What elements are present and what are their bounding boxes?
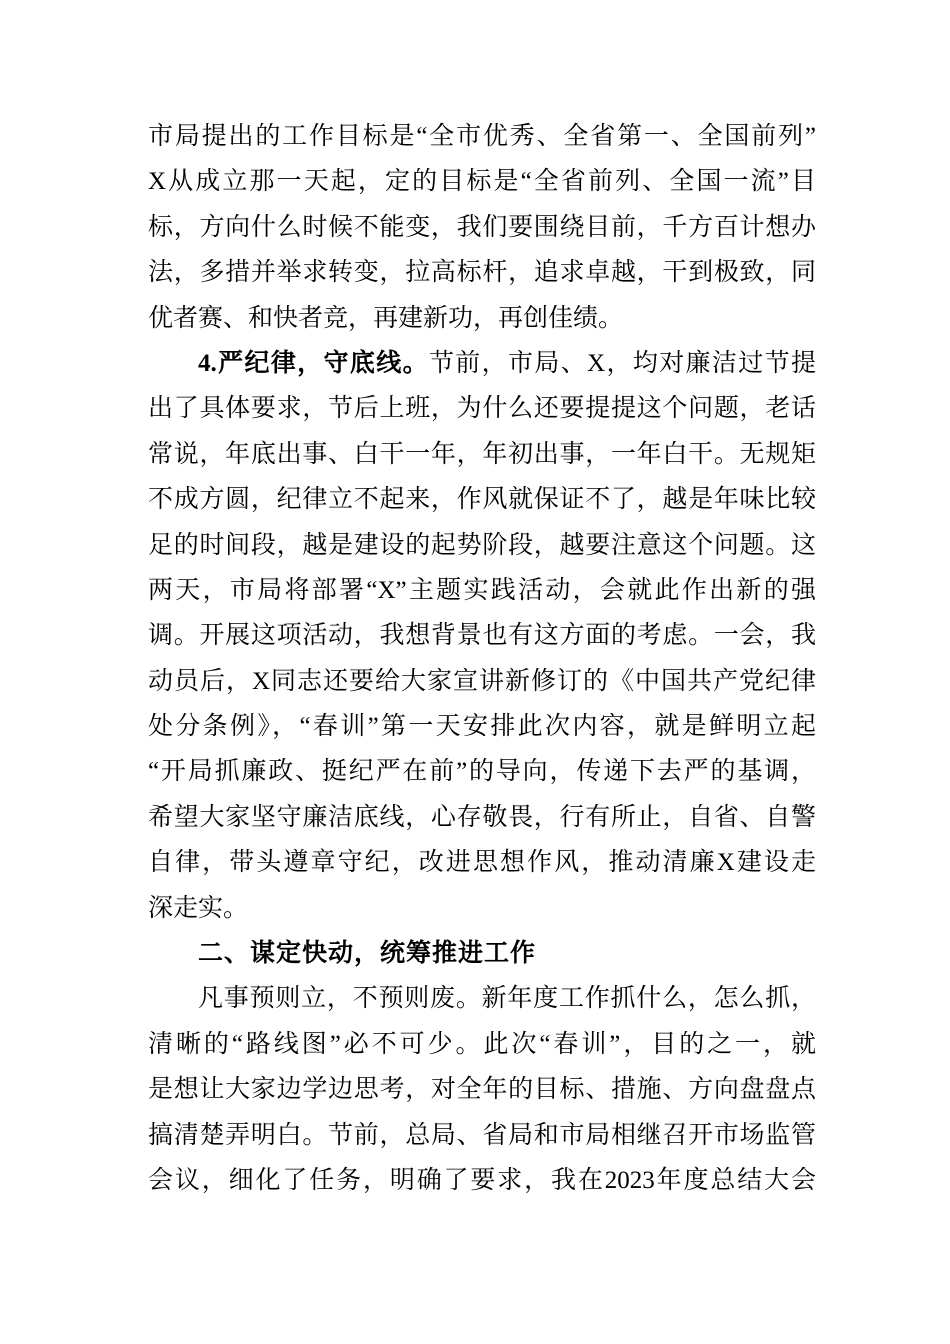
section-heading [148,931,816,976]
text-line [148,432,816,477]
text-line [148,114,816,159]
text-line [148,840,816,885]
text-run: 两天，市局将部署“X”主题实践活动，会就此作出新的强 [148,576,816,604]
bold-text-run: 4.严纪律，守底线。 [198,349,429,377]
text-line [148,1113,816,1158]
text-line [148,386,816,431]
text-run: 不成方圆，纪律立不起来，作风就保证不了，越是年味比较 [148,486,816,514]
text-run: 凡事预则立，不预则废。新年度工作抓什么，怎么抓， [198,985,816,1013]
text-line [148,1022,816,1067]
text-line [148,205,816,250]
text-run: 足的时间段，越是建设的起势阶段，越要注意这个问题。这 [148,531,816,559]
text-run: 处分条例》，“春训”第一天安排此次内容，就是鲜明立起 [148,713,816,741]
text-run: “开局抓廉政、挺纪严在前”的导向，传递下去严的基调， [148,758,816,786]
bold-text-run: 二、谋定快动，统筹推进工作 [198,939,537,968]
text-run: X从成立那一天起，定的目标是“全省前列、全国一流”目 [148,168,816,196]
text-line [148,341,816,386]
text-run: 动员后，X同志还要给大家宣讲新修订的《中国共产党纪律 [148,667,816,695]
text-run: 深走实。 [148,894,249,922]
text-line [148,250,816,295]
text-run: 希望大家坚守廉洁底线，心存敬畏，行有所止，自省、自警 [148,803,816,831]
text-line [148,568,816,613]
text-line [148,159,816,204]
text-line [148,523,816,568]
text-run: 常说，年底出事、白干一年，年初出事，一年白干。无规矩 [148,440,816,468]
text-run: 会议，细化了任务，明确了要求，我在2023年度总结大会 [148,1166,816,1194]
text-run: 市局提出的工作目标是“全市优秀、全省第一、全国前列” [148,123,816,150]
text-line [148,704,816,749]
text-run: 调。开展这项活动，我想背景也有这方面的考虑。一会，我 [148,622,816,650]
text-run: 自律，带头遵章守纪，改进思想作风，推动清廉X建设走 [148,849,816,877]
text-run: 法，多措并举求转变，拉高标杆，追求卓越，干到极致，同 [148,259,816,287]
text-run: 节前，市局、X，均对廉洁过节提 [428,349,816,377]
text-line [148,795,816,840]
text-run: 标，方向什么时候不能变，我们要围绕目前，千方百计想办 [148,213,816,241]
text-line [148,1158,816,1203]
text-run: 是想让大家边学边思考，对全年的目标、措施、方向盘盘点 [148,1076,816,1104]
text-run: 出了具体要求，节后上班，为什么还要提提这个问题，老话 [148,395,816,423]
text-line [148,886,816,931]
text-run: 搞清楚弄明白。节前，总局、省局和市局相继召开市场监管 [148,1121,816,1149]
text-run: 优者赛、和快者竞，再建新功，再创佳绩。 [148,304,624,332]
text-line [148,1067,816,1112]
text-line [148,976,816,1021]
text-block [148,114,816,1203]
text-line [148,659,816,704]
text-run: 清晰的“路线图”必不可少。此次“春训”，目的之一，就 [148,1030,816,1058]
text-line [148,613,816,658]
text-line [148,749,816,794]
text-line [148,477,816,522]
text-line [148,296,816,341]
